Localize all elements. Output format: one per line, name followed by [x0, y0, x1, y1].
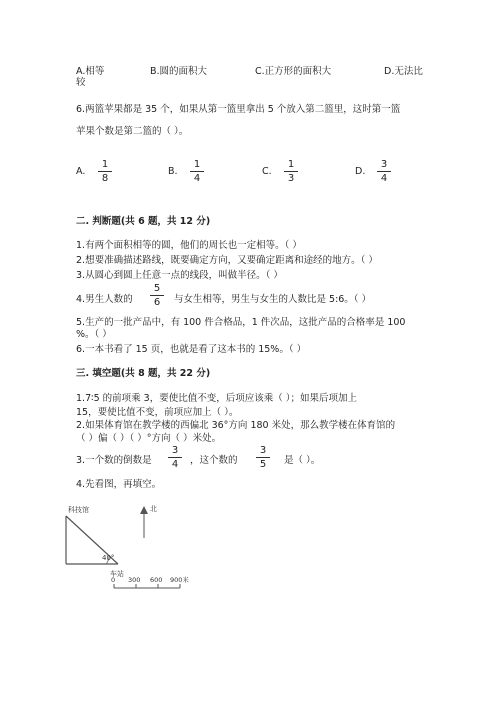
s2-question-2: 2.想要准确描述路线，既要确定方向，又要确定距离和途经的地方。（ ） [76, 255, 378, 266]
s3-question-3-post: 是（ ）。 [284, 455, 321, 466]
q5-option-d: D.无法比 [384, 66, 423, 77]
s3-question-3-mid: ，这个数的 [190, 455, 238, 466]
s2-question-4-fraction [150, 283, 164, 308]
fraction-denominator: 8 [101, 173, 109, 184]
s3-question-2-line1: 2.如果体育馆在教学楼的西偏北 36°方向 180 米处，那么教学楼在体育馆的 [76, 420, 396, 431]
fraction-numerator: 1 [101, 159, 109, 170]
s2-question-5-line2: %。（ ） [76, 329, 112, 340]
fraction-bar [168, 457, 182, 458]
s3-question-1-line2: 15，要使比值不变，前项应加上（ ）。 [76, 407, 239, 418]
section2-title: 二. 判断题(共 6 题，共 12 分) [76, 216, 211, 227]
q5-option-c: C.正方形的面积大 [255, 66, 332, 77]
fraction-denominator: 4 [171, 459, 179, 470]
fraction-bar [190, 171, 204, 172]
s2-question-3: 3.从圆心到圆上任意一点的线段，叫做半径。（ ） [76, 270, 283, 281]
q6-option-b-label: B. [168, 166, 178, 177]
q6-text-line1: 6.两篮苹果都是 35 个，如果从第一篮里拿出 5 个放入第二篮里，这时第一篮 [76, 104, 401, 115]
q6-option-a-label: A. [76, 166, 86, 177]
s2-question-4-post: 与女生相等，男生与女生的人数比是 5:6。（ ） [174, 294, 372, 305]
q6-option-c-label: C. [262, 166, 272, 177]
fraction-bar [150, 295, 164, 296]
s3-question-2-line2: （ ）偏（ ）（ ）°方向（ ）米处。 [76, 433, 222, 444]
north-label: 北 [150, 505, 157, 513]
fraction-bar [98, 171, 112, 172]
fraction-denominator: 5 [259, 459, 267, 470]
s2-question-4-pre: 4.男生人数的 [76, 294, 133, 305]
q5-option-a: A.相等 [76, 66, 105, 77]
section3-title: 三. 填空题(共 8 题，共 22 分) [76, 368, 211, 379]
scale-label-900: 900米 [170, 576, 189, 584]
s2-question-1: 1.有两个面积相等的圆，他们的周长也一定相等。（ ） [76, 240, 302, 251]
q6-option-a-fraction [98, 159, 112, 184]
scale-label-300: 300 [128, 576, 141, 584]
museum-label: 科技馆 [68, 506, 89, 514]
s3-question-3-pre: 3.一个数的倒数是 [76, 455, 152, 466]
s2-question-6: 6.一本书看了 15 页，也就是看了这本书的 15%。（ ） [76, 344, 307, 355]
fraction-numerator: 3 [259, 445, 267, 456]
q6-option-d-label: D. [355, 166, 366, 177]
north-arrow-icon [140, 506, 148, 514]
s3-question-4: 4.先看图，再填空。 [76, 479, 162, 490]
fraction-denominator: 4 [380, 173, 388, 184]
scale-label-0: 0 [111, 576, 116, 584]
fraction-numerator: 1 [193, 159, 201, 170]
q6-option-d-fraction [377, 159, 391, 184]
fraction-numerator: 1 [287, 159, 295, 170]
fraction-numerator: 5 [153, 283, 161, 294]
q5-option-d-continued: 较 [76, 77, 86, 88]
fraction-numerator: 3 [380, 159, 388, 170]
s3-question-1-line1: 1.7∶5 的前项乘 3，要使比值不变，后项应该乘（ ）；如果后项加上 [76, 393, 357, 404]
q6-text-line2: 苹果个数是第二篮的（ ）。 [76, 126, 189, 137]
station-label: 车站 [110, 570, 124, 578]
q5-option-b: B.圆的面积大 [150, 66, 208, 77]
fraction-bar [377, 171, 391, 172]
scale-label-600: 600 [150, 576, 163, 584]
s3-question-3-fraction-1 [168, 445, 182, 470]
angle-label: 40° [102, 554, 115, 562]
fraction-denominator: 3 [287, 173, 295, 184]
s2-question-5-line1: 5.生产的一批产品中，有 100 件合格品，1 件次品，这批产品的合格率是 100 [76, 317, 406, 328]
fraction-bar [256, 457, 270, 458]
q6-option-b-fraction [190, 159, 204, 184]
fraction-denominator: 4 [193, 173, 201, 184]
fraction-denominator: 6 [153, 297, 161, 308]
fraction-bar [284, 171, 298, 172]
map-diagram [60, 498, 210, 606]
fraction-numerator: 3 [171, 445, 179, 456]
s3-question-3-fraction-2 [256, 445, 270, 470]
q6-option-c-fraction [284, 159, 298, 184]
